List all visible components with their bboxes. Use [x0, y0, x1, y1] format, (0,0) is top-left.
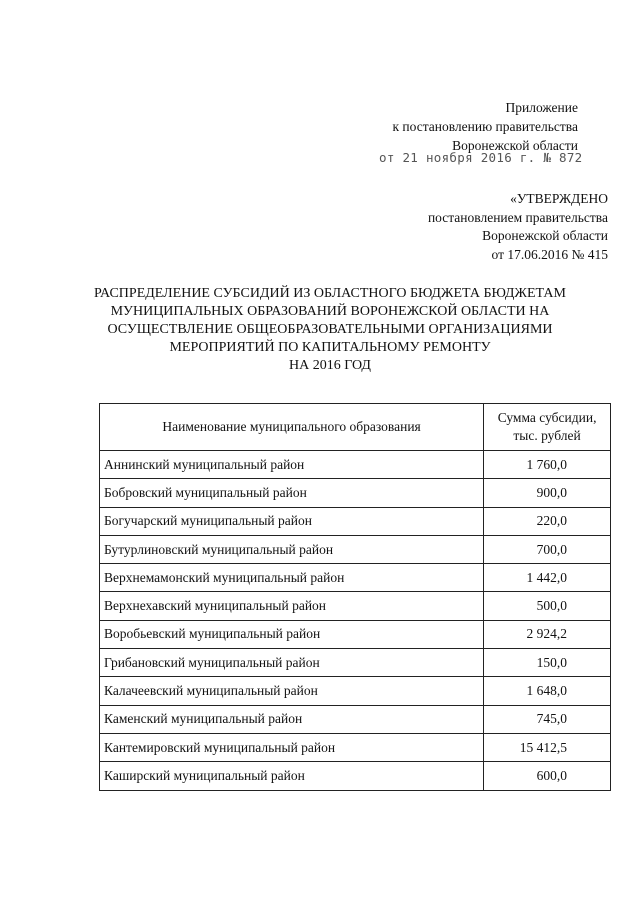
row-amount: 220,0: [484, 507, 611, 535]
header-amount: [484, 404, 611, 451]
registration-stamp: от 21 ноября 2016 г. № 872: [379, 150, 583, 165]
table-row: [100, 620, 611, 648]
row-amount: 600,0: [484, 762, 611, 790]
header-amount-line-2: тыс. рублей: [513, 428, 581, 443]
table-row: [100, 451, 611, 479]
row-name: Каширский муниципальный район: [100, 762, 484, 790]
row-name: Каменский муниципальный район: [100, 705, 484, 733]
table-row: [100, 677, 611, 705]
row-amount: 700,0: [484, 535, 611, 563]
header-amount-line-1: Сумма субсидии,: [497, 410, 597, 425]
row-amount: 15 412,5: [484, 733, 611, 761]
table-row: [100, 592, 611, 620]
table-row: [100, 507, 611, 535]
row-name: Калачеевский муниципальный район: [100, 677, 484, 705]
row-amount: 900,0: [484, 479, 611, 507]
appendix-line-3: Воронежской области: [452, 138, 578, 153]
approved-block: [428, 190, 608, 264]
row-name: Грибановский муниципальный район: [100, 649, 484, 677]
appendix-line-2: к постановлению правительства: [392, 119, 578, 134]
appendix-line-1: Приложение: [505, 100, 578, 115]
row-name: Кантемировский муниципальный район: [100, 733, 484, 761]
approved-line-2: постановлением правительства: [427, 209, 608, 225]
approved-line-3: Воронежской области: [482, 228, 608, 243]
row-amount: 1 442,0: [484, 564, 611, 592]
row-amount: 745,0: [484, 705, 611, 733]
title-line-5: НА 2016 ГОД: [289, 358, 371, 373]
row-name: Бутурлиновский муниципальный район: [100, 535, 484, 563]
subsidy-table: [99, 403, 611, 791]
title-line-3: ОСУЩЕСТВЛЕНИЕ ОБЩЕОБРАЗОВАТЕЛЬНЫМИ ОРГАНИЗАЦИЯМИ: [107, 322, 553, 337]
header-name: Наименование муниципального образования: [100, 404, 484, 451]
row-amount: 2 924,2: [484, 620, 611, 648]
approved-line-1: «УТВЕРЖДЕНО: [510, 191, 608, 206]
title-line-2: МУНИЦИПАЛЬНЫХ ОБРАЗОВАНИЙ ВОРОНЕЖСКОЙ ОБЛАСТИ НА: [110, 304, 550, 319]
table-row: [100, 762, 611, 790]
row-name: Бобровский муниципальный район: [100, 479, 484, 507]
table-row: [100, 649, 611, 677]
row-name: Богучарский муниципальный район: [100, 507, 484, 535]
title-line-4: МЕРОПРИЯТИЙ ПО КАПИТАЛЬНОМУ РЕМОНТУ: [169, 340, 491, 355]
document-title: [60, 285, 600, 375]
table-row: [100, 733, 611, 761]
row-name: Аннинский муниципальный район: [100, 451, 484, 479]
table-row: [100, 479, 611, 507]
row-name: Воробьевский муниципальный район: [100, 620, 484, 648]
table-row: [100, 535, 611, 563]
table-row: [100, 705, 611, 733]
title-line-1: РАСПРЕДЕЛЕНИЕ СУБСИДИЙ ИЗ ОБЛАСТНОГО БЮДЖЕТА БЮДЖЕТАМ: [94, 286, 566, 301]
row-name: Верхнемамонский муниципальный район: [100, 564, 484, 592]
row-amount: 500,0: [484, 592, 611, 620]
appendix-block: [392, 98, 578, 155]
row-amount: 1 760,0: [484, 451, 611, 479]
approved-line-4: от 17.06.2016 № 415: [491, 246, 608, 262]
table-header-row: [100, 404, 611, 451]
row-name: Верхнехавский муниципальный район: [100, 592, 484, 620]
table-row: [100, 564, 611, 592]
row-amount: 1 648,0: [484, 677, 611, 705]
row-amount: 150,0: [484, 649, 611, 677]
